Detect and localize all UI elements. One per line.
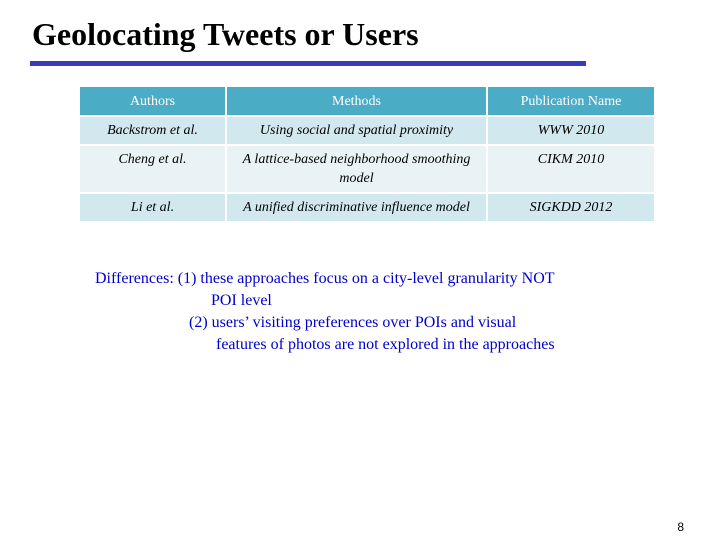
cell-method: Using social and spatial proximity (226, 116, 487, 145)
slide-title: Geolocating Tweets or Users (32, 16, 419, 52)
differences-text (95, 268, 555, 356)
cell-author: Cheng et al. (79, 145, 226, 193)
differences-line: Differences: (1) these approaches focus on a city-level granularity NOT (95, 270, 555, 287)
cell-publication: CIKM 2010 (487, 145, 655, 193)
page-number: 8 (677, 520, 684, 534)
title-underline (30, 61, 586, 66)
table-header-row (79, 86, 655, 116)
table-row (79, 116, 655, 145)
differences-line: features of photos are not explored in the approaches (216, 336, 555, 353)
cell-method: A unified discriminative influence model (226, 193, 487, 222)
header-publication-name: Publication Name (487, 86, 655, 116)
differences-line: POI level (211, 292, 272, 309)
cell-publication: SIGKDD 2012 (487, 193, 655, 222)
cell-author: Backstrom et al. (79, 116, 226, 145)
table-row (79, 193, 655, 222)
related-work-table (78, 85, 656, 223)
header-authors: Authors (79, 86, 226, 116)
cell-author: Li et al. (79, 193, 226, 222)
cell-method: A lattice-based neighborhood smoothing model (226, 145, 487, 193)
table-row (79, 145, 655, 193)
header-methods: Methods (226, 86, 487, 116)
cell-publication: WWW 2010 (487, 116, 655, 145)
differences-line: (2) users’ visiting preferences over POIs and visual (189, 314, 517, 331)
